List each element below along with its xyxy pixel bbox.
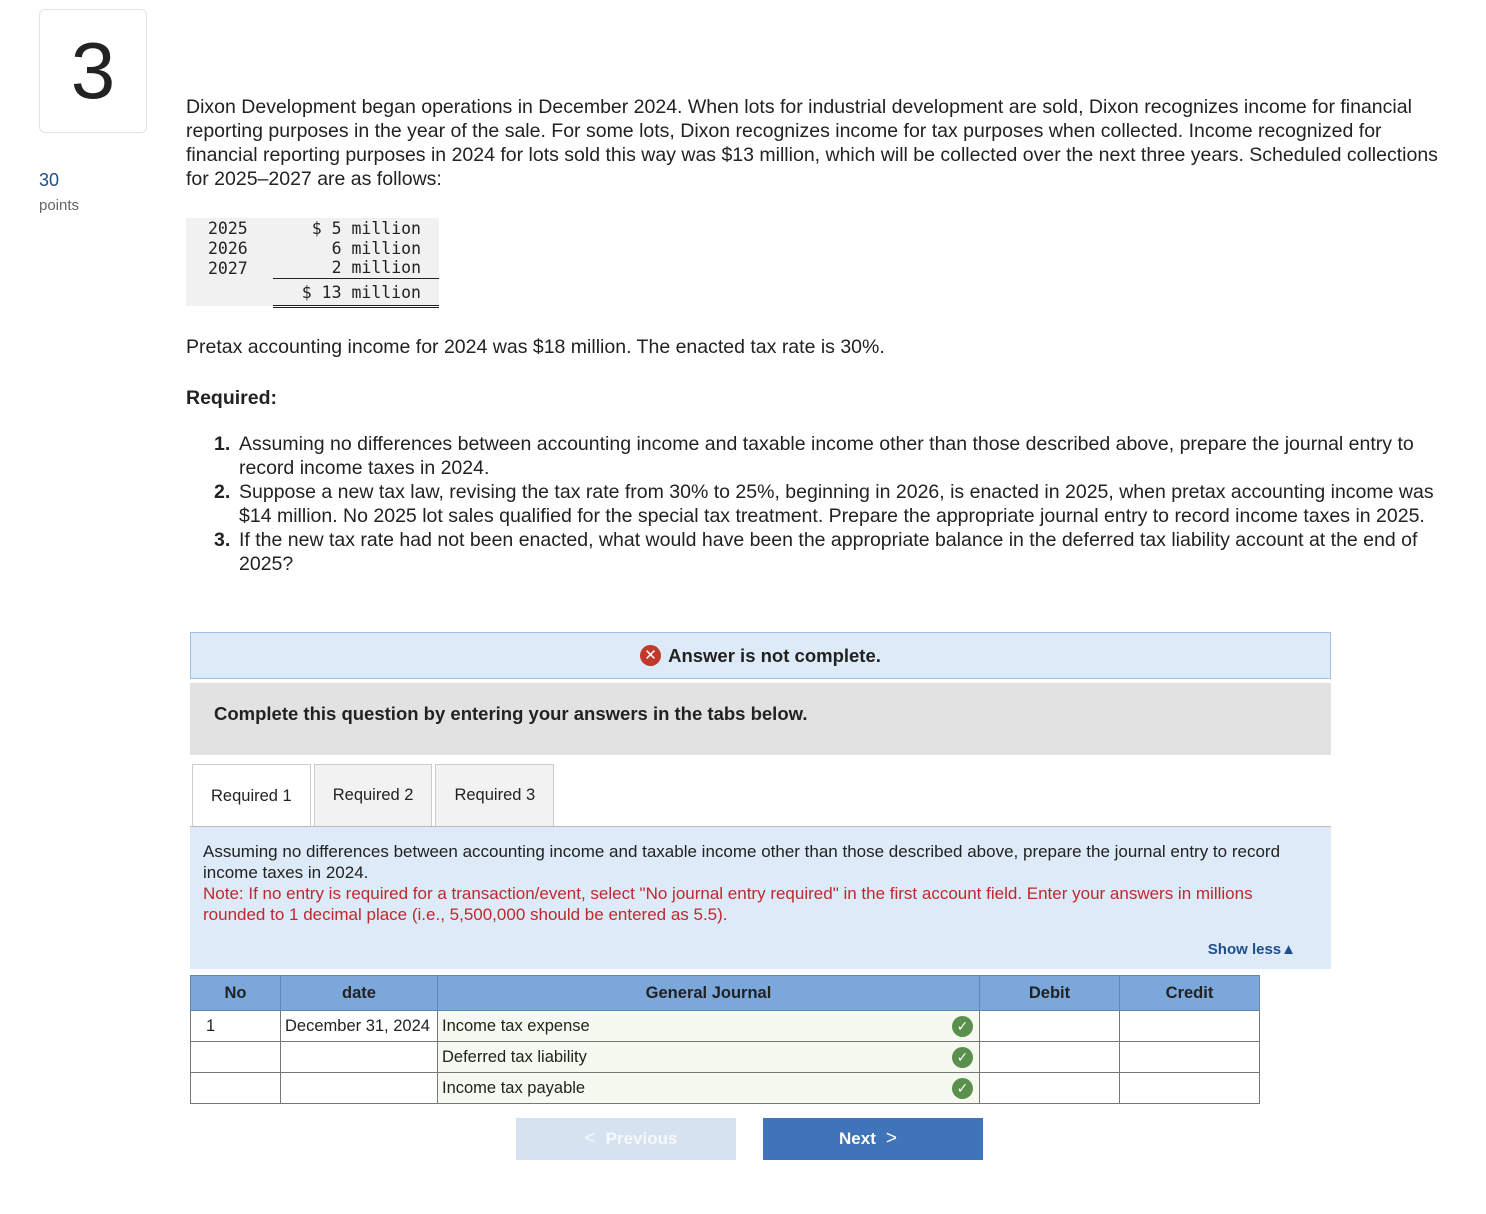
- table-row: [191, 1042, 1260, 1073]
- requirement-item: 2. Suppose a new tax law, revising the tax rate from 30% to 25%, beginning in 2026, is enacted in 2025, when pretax accounting income was $14 million. No 2025 lot sales qualified for the special tax treatment. Prepare the appropriate journal entry to record income taxes in 2025.: [214, 481, 1434, 527]
- requirement-tabs: [192, 764, 557, 827]
- col-header-debit: Debit: [980, 976, 1120, 1011]
- col-header-no: No: [191, 976, 281, 1011]
- debit-input[interactable]: [980, 1011, 1120, 1042]
- schedule-year: 2027: [186, 258, 273, 278]
- requirement-item: 1. Assuming no differences between accounting income and taxable income other than those described above, prepare the journal entry to record income taxes in 2024.: [214, 433, 1414, 479]
- schedule-amount: $ 5 million: [273, 218, 439, 238]
- x-circle-icon: ✕: [640, 645, 661, 666]
- requirement-item: 3. If the new tax rate had not been enacted, what would have been the appropriate balance in the deferred tax liability account at the end of 2025?: [214, 529, 1418, 575]
- col-header-account: General Journal: [438, 976, 980, 1011]
- instructions-panel: [190, 827, 1331, 969]
- chevron-right-icon: >: [885, 1128, 897, 1149]
- credit-input[interactable]: [1120, 1073, 1260, 1104]
- tab-required-3[interactable]: Required 3: [435, 764, 554, 826]
- date-select[interactable]: [281, 1073, 438, 1104]
- collection-schedule: [186, 218, 439, 308]
- intro-text: Dixon Development began operations in December 2024. When lots for industrial development are sold, Dixon recognizes income for financial reporting purposes in the year of the sale. For some lots, Dixon recognizes income for tax purposes when collected. Income recognized for financial reporting purposes in 2024 for lots sold this way was $13 million, which will be collected over the next three years. Scheduled collections for 2025–2027 are as follows:: [186, 96, 1438, 190]
- entry-number: 1: [191, 1011, 281, 1042]
- debit-input[interactable]: [980, 1042, 1120, 1073]
- date-select[interactable]: December 31, 2024: [281, 1011, 438, 1042]
- tabs-instruction: Complete this question by entering your answers in the tabs below.: [190, 683, 1331, 755]
- check-icon: ✓: [952, 1016, 973, 1037]
- required-heading: Required:: [186, 387, 278, 409]
- chevron-left-icon: <: [584, 1128, 596, 1149]
- answer-status-text: Answer is not complete.: [668, 644, 881, 666]
- debit-input[interactable]: [980, 1073, 1120, 1104]
- credit-input[interactable]: [1120, 1011, 1260, 1042]
- points-label: points: [39, 197, 80, 214]
- schedule-amount: 2 million: [273, 258, 439, 278]
- table-row: [191, 1073, 1260, 1104]
- col-header-date: date: [281, 976, 438, 1011]
- check-icon: ✓: [952, 1078, 973, 1099]
- instructions-main: Assuming no differences between accounting income and taxable income other than those described above, prepare the journal entry to record income taxes in 2024.: [203, 842, 1281, 882]
- check-icon: ✓: [952, 1047, 973, 1068]
- question-number: 3: [39, 9, 147, 133]
- col-header-credit: Credit: [1120, 976, 1260, 1011]
- show-less-link[interactable]: Show less▲: [1207, 941, 1296, 958]
- tab-required-1[interactable]: Required 1: [192, 764, 311, 827]
- account-select[interactable]: Income tax expense ✓: [438, 1011, 980, 1042]
- table-row: [191, 1011, 1260, 1042]
- requirements-list: [214, 432, 1444, 576]
- schedule-total: $ 13 million: [273, 278, 439, 306]
- entry-number: [191, 1042, 281, 1073]
- instructions-note: Note: If no entry is required for a transaction/event, select "No journal entry required" in the first account field. Enter your answers in millions rounded to 1 decimal place (i.e., 5,500,000 should be entered as 5.5).: [203, 884, 1253, 924]
- date-select[interactable]: [281, 1042, 438, 1073]
- schedule-year: 2025: [186, 218, 273, 238]
- journal-table: [190, 975, 1260, 1104]
- points-value: 30: [39, 170, 60, 190]
- pretax-text: Pretax accounting income for 2024 was $18 million. The enacted tax rate is 30%.: [186, 336, 885, 358]
- schedule-amount: 6 million: [273, 238, 439, 258]
- answer-status-banner: [190, 632, 1331, 679]
- tab-required-2[interactable]: Required 2: [314, 764, 433, 826]
- account-select[interactable]: Deferred tax liability ✓: [438, 1042, 980, 1073]
- previous-button[interactable]: < Previous: [516, 1118, 736, 1160]
- entry-number: [191, 1073, 281, 1104]
- points-block: [39, 170, 79, 214]
- credit-input[interactable]: [1120, 1042, 1260, 1073]
- account-select[interactable]: Income tax payable ✓: [438, 1073, 980, 1104]
- schedule-year: 2026: [186, 238, 273, 258]
- next-button[interactable]: Next >: [763, 1118, 983, 1160]
